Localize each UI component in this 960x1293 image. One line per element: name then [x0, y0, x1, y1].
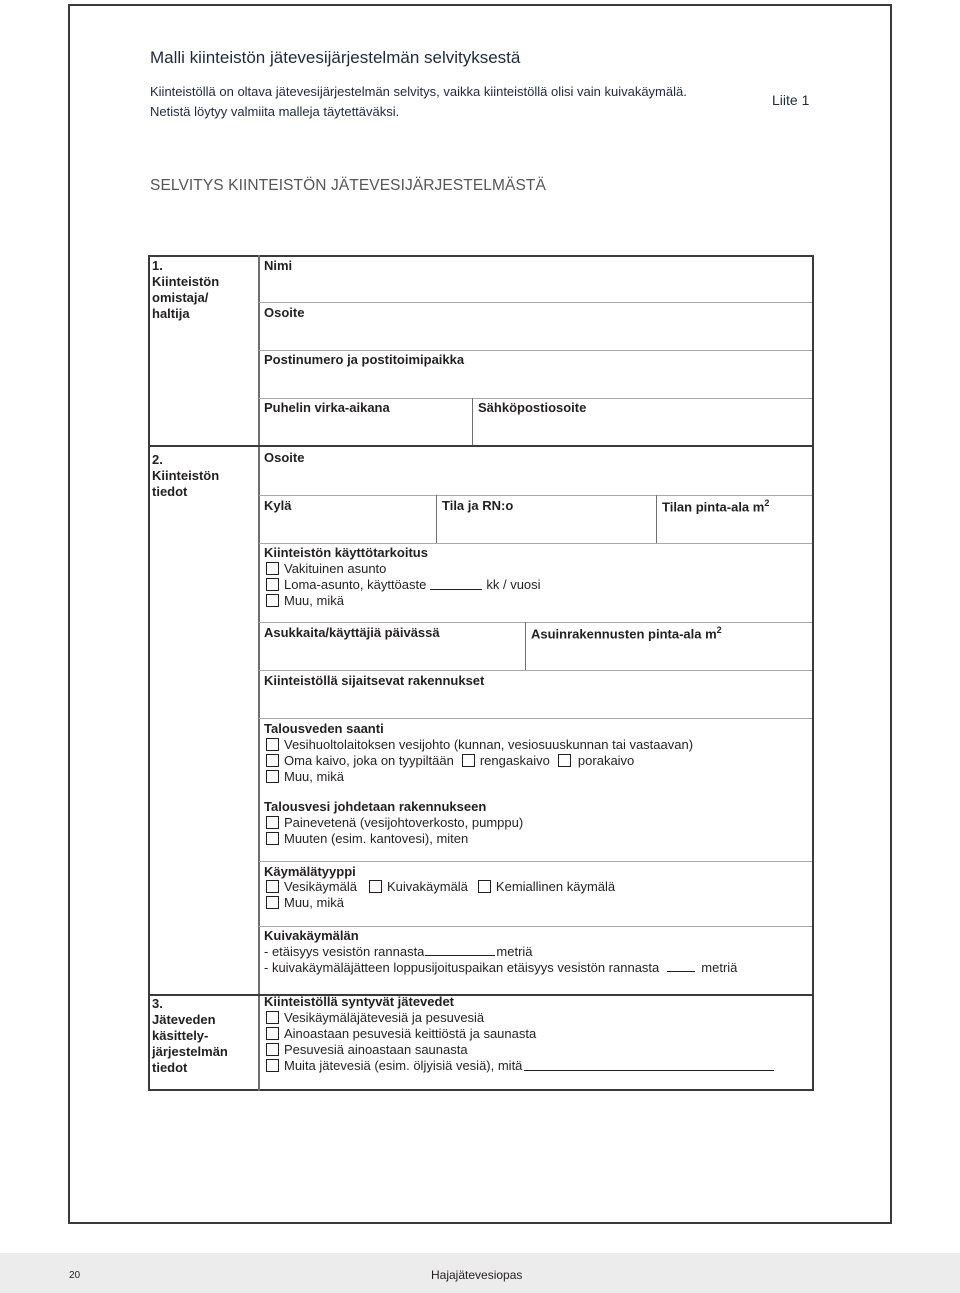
section-2-label [152, 452, 219, 500]
option-suffix: kk / vuosi [486, 577, 541, 592]
water-delivery-title: Talousvesi johdetaan rakennukseen [264, 799, 487, 814]
property-address-label: Osoite [264, 450, 305, 465]
row-divider [259, 670, 812, 671]
option-label: Vakituinen asunto [284, 561, 387, 576]
section-label-line: käsittely- [152, 1028, 209, 1043]
option-label: porakaivo [577, 753, 635, 768]
section-separator [148, 445, 814, 447]
checkbox[interactable] [462, 754, 475, 767]
estate-area-label [662, 498, 769, 514]
section-label-line: omistaja/ [152, 290, 209, 305]
village-label: Kylä [264, 498, 292, 513]
usage-option-holiday[interactable] [266, 577, 541, 592]
wastewater-option-3[interactable] [266, 1042, 468, 1057]
option-label: Oma kaivo, joka on tyypiltään [284, 753, 454, 768]
form-border-bottom [148, 1089, 814, 1091]
toilet-options-row [266, 879, 615, 894]
line-text: - etäisyys vesistön rannasta [264, 944, 425, 959]
fill-in-blank[interactable] [425, 945, 495, 956]
checkbox[interactable] [266, 1011, 279, 1024]
intro-title: Malli kiinteistön jätevesijärjestelmän selvityksestä [150, 48, 521, 67]
form-border-right [812, 255, 814, 1091]
water-option-other[interactable] [266, 769, 344, 784]
checkbox[interactable] [558, 754, 571, 767]
delivery-option-pressure[interactable] [266, 815, 523, 830]
water-option-utility[interactable] [266, 737, 693, 752]
form-border-top [148, 255, 814, 257]
phone-field-label: Puhelin virka-aikana [264, 400, 390, 415]
checkbox[interactable] [266, 832, 279, 845]
usage-option-other[interactable] [266, 593, 344, 608]
usage-option-permanent[interactable] [266, 561, 386, 576]
row-divider [259, 543, 812, 544]
option-label: Kuivakäymälä [386, 879, 468, 894]
option-label: Muu, mikä [284, 769, 344, 784]
row-divider [259, 302, 812, 303]
cell-divider [525, 622, 526, 670]
row-divider [259, 861, 812, 862]
option-label: Painevetenä (vesijohtoverkosto, pumppu) [284, 815, 524, 830]
option-label: Vesihuoltolaitoksen vesijohto (kunnan, vesiosuuskunnan tai vastaavan) [284, 737, 694, 752]
line-text: - kuivakäymäläjätteen loppusijoituspaikan etäisyys vesistön rannasta [264, 960, 660, 975]
dry-waste-distance-line [264, 960, 737, 975]
checkbox[interactable] [369, 880, 382, 893]
selvitys-form [148, 255, 814, 1091]
document-heading: SELVITYS KIINTEISTÖN JÄTEVESIJÄRJESTELMÄSTÄ [150, 177, 546, 194]
checkbox[interactable] [266, 1027, 279, 1040]
section-label-line: tiedot [152, 484, 188, 499]
section-number: 3. [152, 996, 163, 1011]
option-label: Kemiallinen käymälä [495, 879, 616, 894]
row-divider [259, 398, 812, 399]
fill-in-blank[interactable] [524, 1060, 774, 1071]
option-label: Ainoastaan pesuvesiä keittiöstä ja saunasta [284, 1026, 537, 1041]
option-label: Vesikäymäläjätevesiä ja pesuvesiä [284, 1010, 485, 1025]
section-label-line: Jäteveden [152, 1012, 216, 1027]
address-field-label: Osoite [264, 305, 305, 320]
checkbox[interactable] [266, 816, 279, 829]
line-text: metriä [701, 960, 738, 975]
section-label-line: Kiinteistön [152, 274, 220, 289]
buildings-label: Kiinteistöllä sijaitsevat rakennukset [264, 673, 485, 688]
row-divider [259, 350, 812, 351]
checkbox[interactable] [266, 754, 279, 767]
checkbox[interactable] [266, 562, 279, 575]
water-supply-title: Talousveden saanti [264, 721, 384, 736]
option-label: Loma-asunto, käyttöaste [284, 577, 427, 592]
checkbox[interactable] [266, 1059, 279, 1072]
option-label: Muuten (esim. kantovesi), miten [284, 831, 469, 846]
cell-divider [436, 495, 437, 543]
dry-toilet-distance-line [264, 944, 533, 959]
residents-label: Asukkaita/käyttäjiä päivässä [264, 625, 440, 640]
checkbox[interactable] [266, 896, 279, 909]
name-field-label: Nimi [264, 258, 293, 273]
area-superscript: 2 [716, 625, 722, 635]
section-1-label [152, 258, 219, 322]
attachment-label: Liite 1 [772, 92, 810, 108]
wastewater-option-2[interactable] [266, 1026, 536, 1041]
fill-in-blank[interactable] [430, 579, 482, 590]
row-divider [259, 926, 812, 927]
row-divider [259, 718, 812, 719]
label-column-divider [258, 255, 260, 1091]
water-option-well[interactable] [266, 753, 634, 768]
section-label-line: Kiinteistön [152, 468, 220, 483]
fill-in-blank[interactable] [667, 961, 695, 972]
estate-label: Tila ja RN:o [442, 498, 514, 513]
cell-divider [656, 495, 657, 543]
checkbox[interactable] [266, 770, 279, 783]
checkbox[interactable] [266, 594, 279, 607]
cell-divider [472, 398, 473, 446]
checkbox[interactable] [266, 738, 279, 751]
postal-field-label: Postinumero ja postitoimipaikka [264, 352, 465, 367]
delivery-option-other[interactable] [266, 831, 468, 846]
residential-area-label [531, 625, 722, 641]
form-border-left [148, 255, 150, 1091]
toilet-type-title: Käymälätyyppi [264, 864, 356, 879]
section-label-line: järjestelmän [152, 1044, 228, 1059]
area-superscript: 2 [764, 498, 770, 508]
dry-toilet-title: Kuivakäymälän [264, 928, 359, 943]
line-text: metriä [496, 944, 533, 959]
option-label: Vesikäymälä [284, 879, 357, 894]
publication-name: Hajajätevesiopas [431, 1268, 523, 1282]
option-label: Muu, mikä [284, 593, 344, 608]
section-label-line: haltija [152, 306, 190, 321]
option-label: rengaskaivo [479, 753, 550, 768]
usage-title: Kiinteistön käyttötarkoitus [264, 545, 428, 560]
option-label: Pesuvesiä ainoastaan saunasta [284, 1042, 468, 1057]
row-divider [259, 495, 812, 496]
section-3-label [152, 996, 228, 1076]
section-number: 1. [152, 258, 163, 273]
option-label: Muu, mikä [284, 895, 344, 910]
checkbox[interactable] [266, 880, 279, 893]
checkbox[interactable] [478, 880, 491, 893]
section-separator [148, 994, 814, 996]
checkbox[interactable] [266, 578, 279, 591]
wastewater-option-1[interactable] [266, 1010, 484, 1025]
wastewater-title: Kiinteistöllä syntyvät jätevedet [264, 994, 455, 1009]
option-label: Muita jätevesiä (esim. öljyisiä vesiä), mitä [284, 1058, 523, 1073]
page-number: 20 [69, 1270, 81, 1281]
intro-text: Kiinteistöllä on oltava jätevesijärjestelmän selvitys, vaikka kiinteistöllä olisi vain kuivakäymälä. Netistä löytyy valmiita malleja täytettäväksi. [150, 84, 687, 119]
residential-area-text: Asuinrakennusten pinta-ala m [531, 626, 717, 642]
email-field-label: Sähköpostiosoite [478, 400, 587, 415]
toilet-option-other[interactable] [266, 895, 344, 910]
section-number: 2. [152, 452, 163, 467]
wastewater-option-4[interactable] [266, 1058, 774, 1073]
checkbox[interactable] [266, 1043, 279, 1056]
section-label-line: tiedot [152, 1060, 188, 1075]
estate-area-text: Tilan pinta-ala m [662, 499, 765, 515]
row-divider [259, 622, 812, 623]
